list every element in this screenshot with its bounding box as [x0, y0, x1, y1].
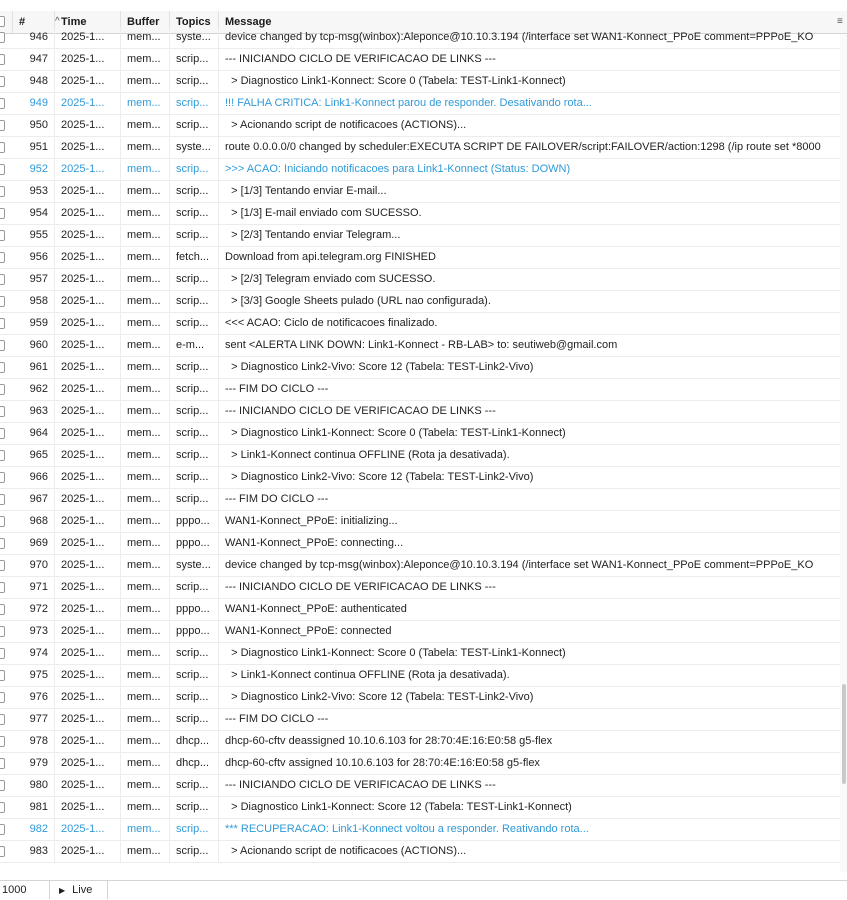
- table-row[interactable]: [0, 731, 847, 753]
- row-topics: scrip...: [170, 643, 219, 664]
- row-time: 2025-1...: [55, 731, 121, 752]
- row-buffer: mem...: [121, 49, 170, 70]
- row-checkbox[interactable]: [0, 32, 5, 43]
- row-topics: scrip...: [170, 665, 219, 686]
- row-number: 980: [13, 775, 55, 796]
- table-row[interactable]: [0, 423, 847, 445]
- row-checkbox[interactable]: [0, 208, 5, 219]
- row-time: 2025-1...: [55, 247, 121, 268]
- row-buffer: mem...: [121, 357, 170, 378]
- table-row[interactable]: [0, 379, 847, 401]
- row-number: 977: [13, 709, 55, 730]
- row-topics: scrip...: [170, 71, 219, 92]
- row-checkbox[interactable]: [0, 76, 5, 87]
- row-checkbox[interactable]: [0, 142, 5, 153]
- row-time: 2025-1...: [55, 775, 121, 796]
- table-row[interactable]: [0, 511, 847, 533]
- row-time: 2025-1...: [55, 489, 121, 510]
- table-row[interactable]: [0, 71, 847, 93]
- row-topics: pppo...: [170, 599, 219, 620]
- row-time: 2025-1...: [55, 269, 121, 290]
- row-topics: scrip...: [170, 467, 219, 488]
- row-message: > Diagnostico Link2-Vivo: Score 12 (Tabela: TEST-Link2-Vivo): [225, 691, 534, 703]
- row-buffer: mem...: [121, 445, 170, 466]
- row-checkbox[interactable]: [0, 582, 5, 593]
- row-topics: scrip...: [170, 291, 219, 312]
- row-time: 2025-1...: [55, 753, 121, 774]
- row-topics: syste...: [170, 137, 219, 158]
- column-header-topics[interactable]: Topics: [170, 11, 219, 33]
- row-time: 2025-1...: [55, 709, 121, 730]
- row-number: 951: [13, 137, 55, 158]
- row-buffer: mem...: [121, 313, 170, 334]
- row-time: 2025-1...: [55, 27, 121, 48]
- row-number: 956: [13, 247, 55, 268]
- table-row[interactable]: [0, 555, 847, 577]
- row-message: WAN1-Konnect_PPoE: connected: [225, 625, 392, 637]
- row-buffer: mem...: [121, 819, 170, 840]
- row-buffer: mem...: [121, 247, 170, 268]
- row-number: 974: [13, 643, 55, 664]
- column-header-buffer[interactable]: Buffer: [121, 11, 170, 33]
- row-message: >>> ACAO: Iniciando notificacoes para Link1-Konnect (Status: DOWN): [225, 163, 571, 175]
- row-message: > Diagnostico Link1-Konnect: Score 0 (Tabela: TEST-Link1-Konnect): [225, 427, 566, 439]
- row-buffer: mem...: [121, 93, 170, 114]
- table-row[interactable]: [0, 753, 847, 775]
- row-message: > Diagnostico Link1-Konnect: Score 12 (Tabela: TEST-Link1-Konnect): [225, 801, 572, 813]
- row-topics: scrip...: [170, 181, 219, 202]
- table-row[interactable]: [0, 819, 847, 841]
- row-time: 2025-1...: [55, 291, 121, 312]
- row-number: 960: [13, 335, 55, 356]
- row-buffer: mem...: [121, 423, 170, 444]
- row-topics: scrip...: [170, 49, 219, 70]
- row-number: 972: [13, 599, 55, 620]
- row-buffer: mem...: [121, 709, 170, 730]
- table-row[interactable]: [0, 203, 847, 225]
- row-number: 969: [13, 533, 55, 554]
- row-topics: scrip...: [170, 445, 219, 466]
- row-message: WAN1-Konnect_PPoE: connecting...: [225, 537, 404, 549]
- row-message: > Diagnostico Link2-Vivo: Score 12 (Tabela: TEST-Link2-Vivo): [225, 361, 534, 373]
- table-row[interactable]: [0, 269, 847, 291]
- row-message: route 0.0.0.0/0 changed by scheduler:EXECUTA SCRIPT DE FAILOVER/script:FAILOVER/action:1298 (/ip route set *8000: [225, 141, 821, 153]
- row-number: 955: [13, 225, 55, 246]
- table-row[interactable]: [0, 291, 847, 313]
- table-row[interactable]: [0, 445, 847, 467]
- row-time: 2025-1...: [55, 115, 121, 136]
- row-time: 2025-1...: [55, 71, 121, 92]
- row-checkbox[interactable]: [0, 780, 5, 791]
- row-message: > Acionando script de notificacoes (ACTIONS)...: [225, 845, 467, 857]
- row-buffer: mem...: [121, 137, 170, 158]
- row-checkbox[interactable]: [0, 494, 5, 505]
- row-message: device changed by tcp-msg(winbox):Aleponce@10.10.3.194 (/interface set WAN1-Konnect_PPoE comment=PPPoE_KO: [225, 559, 814, 571]
- row-message: <<< ACAO: Ciclo de notificacoes finalizado.: [225, 317, 438, 329]
- row-checkbox[interactable]: [0, 714, 5, 725]
- row-checkbox[interactable]: [0, 604, 5, 615]
- row-buffer: mem...: [121, 203, 170, 224]
- row-message: --- FIM DO CICLO ---: [225, 493, 329, 505]
- table-row[interactable]: [0, 247, 847, 269]
- row-checkbox[interactable]: [0, 186, 5, 197]
- row-buffer: mem...: [121, 731, 170, 752]
- row-checkbox[interactable]: [0, 340, 5, 351]
- row-message: *** RECUPERACAO: Link1-Konnect voltou a responder. Reativando rota...: [225, 823, 589, 835]
- row-buffer: mem...: [121, 555, 170, 576]
- row-message: --- INICIANDO CICLO DE VERIFICACAO DE LINKS ---: [225, 53, 496, 65]
- row-checkbox[interactable]: [0, 274, 5, 285]
- vertical-scrollbar[interactable]: [840, 34, 847, 872]
- row-number: 966: [13, 467, 55, 488]
- row-time: 2025-1...: [55, 687, 121, 708]
- row-time: 2025-1...: [55, 577, 121, 598]
- row-number: 971: [13, 577, 55, 598]
- table-row[interactable]: [0, 159, 847, 181]
- row-time: 2025-1...: [55, 621, 121, 642]
- table-row[interactable]: [0, 775, 847, 797]
- row-time: 2025-1...: [55, 181, 121, 202]
- row-time: 2025-1...: [55, 379, 121, 400]
- row-message: --- INICIANDO CICLO DE VERIFICACAO DE LINKS ---: [225, 405, 496, 417]
- table-row[interactable]: [0, 93, 847, 115]
- row-checkbox[interactable]: [0, 538, 5, 549]
- row-topics: scrip...: [170, 115, 219, 136]
- row-checkbox[interactable]: [0, 802, 5, 813]
- table-row[interactable]: [0, 137, 847, 159]
- table-row[interactable]: [0, 27, 847, 49]
- row-message: sent <ALERTA LINK DOWN: Link1-Konnect - RB-LAB> to: seutiweb@gmail.com: [225, 339, 618, 351]
- row-number: 982: [13, 819, 55, 840]
- row-time: 2025-1...: [55, 665, 121, 686]
- table-row[interactable]: [0, 467, 847, 489]
- row-topics: e-m...: [170, 335, 219, 356]
- table-row[interactable]: [0, 533, 847, 555]
- row-number: 957: [13, 269, 55, 290]
- row-checkbox[interactable]: [0, 472, 5, 483]
- row-topics: scrip...: [170, 379, 219, 400]
- chevron-up-icon[interactable]: ^: [55, 16, 60, 27]
- row-message: > [1/3] E-mail enviado com SUCESSO.: [225, 207, 422, 219]
- row-checkbox[interactable]: [0, 670, 5, 681]
- table-row[interactable]: [0, 643, 847, 665]
- table-row[interactable]: [0, 357, 847, 379]
- row-message: > Link1-Konnect continua OFFLINE (Rota ja desativada).: [225, 669, 510, 681]
- row-number: 983: [13, 841, 55, 862]
- row-buffer: mem...: [121, 27, 170, 48]
- row-topics: syste...: [170, 555, 219, 576]
- row-message: dhcp-60-cftv deassigned 10.10.6.103 for 28:70:4E:16:E0:58 g5-flex: [225, 735, 553, 747]
- table-row[interactable]: [0, 225, 847, 247]
- row-buffer: mem...: [121, 511, 170, 532]
- row-topics: syste...: [170, 27, 219, 48]
- row-checkbox[interactable]: [0, 626, 5, 637]
- row-message: > Acionando script de notificacoes (ACTIONS)...: [225, 119, 467, 131]
- row-buffer: mem...: [121, 181, 170, 202]
- row-number: 968: [13, 511, 55, 532]
- table-row[interactable]: [0, 577, 847, 599]
- row-message: > Link1-Konnect continua OFFLINE (Rota ja desativada).: [225, 449, 510, 461]
- row-number: 962: [13, 379, 55, 400]
- row-number: 948: [13, 71, 55, 92]
- table-row[interactable]: [0, 489, 847, 511]
- row-buffer: mem...: [121, 533, 170, 554]
- row-topics: fetch...: [170, 247, 219, 268]
- row-buffer: mem...: [121, 335, 170, 356]
- row-time: 2025-1...: [55, 225, 121, 246]
- row-number: 978: [13, 731, 55, 752]
- row-buffer: mem...: [121, 775, 170, 796]
- row-topics: scrip...: [170, 687, 219, 708]
- row-checkbox[interactable]: [0, 406, 5, 417]
- row-time: 2025-1...: [55, 819, 121, 840]
- row-time: 2025-1...: [55, 643, 121, 664]
- row-checkbox[interactable]: [0, 450, 5, 461]
- table-row[interactable]: [0, 181, 847, 203]
- row-topics: scrip...: [170, 93, 219, 114]
- row-topics: pppo...: [170, 511, 219, 532]
- row-number: 954: [13, 203, 55, 224]
- row-message: > Diagnostico Link2-Vivo: Score 12 (Tabela: TEST-Link2-Vivo): [225, 471, 534, 483]
- row-buffer: mem...: [121, 687, 170, 708]
- row-message: Download from api.telegram.org FINISHED: [225, 251, 436, 263]
- row-checkbox[interactable]: [0, 296, 5, 307]
- row-checkbox[interactable]: [0, 230, 5, 241]
- row-checkbox[interactable]: [0, 516, 5, 527]
- row-buffer: mem...: [121, 159, 170, 180]
- row-buffer: mem...: [121, 225, 170, 246]
- row-message: !!! FALHA CRITICA: Link1-Konnect parou de responder. Desativando rota...: [225, 97, 592, 109]
- row-message: --- INICIANDO CICLO DE VERIFICACAO DE LINKS ---: [225, 581, 496, 593]
- row-buffer: mem...: [121, 797, 170, 818]
- table-row[interactable]: [0, 313, 847, 335]
- row-number: 959: [13, 313, 55, 334]
- row-checkbox[interactable]: [0, 384, 5, 395]
- row-number: 979: [13, 753, 55, 774]
- row-checkbox[interactable]: [0, 120, 5, 131]
- row-time: 2025-1...: [55, 533, 121, 554]
- row-topics: scrip...: [170, 819, 219, 840]
- row-message: > [1/3] Tentando enviar E-mail...: [225, 185, 387, 197]
- row-checkbox[interactable]: [0, 428, 5, 439]
- row-message: device changed by tcp-msg(winbox):Aleponce@10.10.3.194 (/interface set WAN1-Konnect_PPoE comment=PPPoE_KO: [225, 31, 814, 43]
- row-topics: scrip...: [170, 841, 219, 862]
- row-topics: scrip...: [170, 357, 219, 378]
- row-checkbox[interactable]: [0, 252, 5, 263]
- row-time: 2025-1...: [55, 357, 121, 378]
- row-message: dhcp-60-cftv assigned 10.10.6.103 for 28:70:4E:16:E0:58 g5-flex: [225, 757, 540, 769]
- row-topics: scrip...: [170, 709, 219, 730]
- row-checkbox[interactable]: [0, 758, 5, 769]
- row-time: 2025-1...: [55, 313, 121, 334]
- row-checkbox[interactable]: [0, 98, 5, 109]
- table-row[interactable]: [0, 335, 847, 357]
- row-buffer: mem...: [121, 291, 170, 312]
- row-message: --- INICIANDO CICLO DE VERIFICACAO DE LINKS ---: [225, 779, 496, 791]
- row-message: > [3/3] Google Sheets pulado (URL nao configurada).: [225, 295, 491, 307]
- row-number: 975: [13, 665, 55, 686]
- row-number: 949: [13, 93, 55, 114]
- table-row[interactable]: [0, 665, 847, 687]
- row-buffer: mem...: [121, 401, 170, 422]
- row-topics: scrip...: [170, 313, 219, 334]
- row-buffer: mem...: [121, 665, 170, 686]
- select-all-checkbox[interactable]: [0, 16, 5, 27]
- table-row[interactable]: [0, 115, 847, 137]
- row-message: > Diagnostico Link1-Konnect: Score 0 (Tabela: TEST-Link1-Konnect): [225, 75, 566, 87]
- row-time: 2025-1...: [55, 841, 121, 862]
- row-number: 963: [13, 401, 55, 422]
- row-buffer: mem...: [121, 379, 170, 400]
- table-row[interactable]: [0, 841, 847, 863]
- row-checkbox[interactable]: [0, 560, 5, 571]
- table-row[interactable]: [0, 709, 847, 731]
- row-buffer: mem...: [121, 489, 170, 510]
- row-number: 965: [13, 445, 55, 466]
- row-number: 952: [13, 159, 55, 180]
- bottom-toolbar: [0, 880, 847, 899]
- scrollbar-thumb[interactable]: [842, 684, 846, 784]
- row-topics: scrip...: [170, 203, 219, 224]
- row-time: 2025-1...: [55, 49, 121, 70]
- row-topics: scrip...: [170, 225, 219, 246]
- row-buffer: mem...: [121, 841, 170, 862]
- table-row[interactable]: [0, 49, 847, 71]
- table-row[interactable]: [0, 687, 847, 709]
- row-checkbox[interactable]: [0, 164, 5, 175]
- log-table-body[interactable]: [0, 31, 847, 872]
- row-number: 947: [13, 49, 55, 70]
- row-count: 1000: [0, 881, 50, 899]
- table-row[interactable]: [0, 401, 847, 423]
- row-topics: scrip...: [170, 423, 219, 444]
- row-time: 2025-1...: [55, 445, 121, 466]
- row-time: 2025-1...: [55, 599, 121, 620]
- row-buffer: mem...: [121, 643, 170, 664]
- row-number: 946: [13, 27, 55, 48]
- row-message: WAN1-Konnect_PPoE: initializing...: [225, 515, 398, 527]
- row-time: 2025-1...: [55, 335, 121, 356]
- row-time: 2025-1...: [55, 401, 121, 422]
- live-button[interactable]: [52, 881, 108, 899]
- row-number: 961: [13, 357, 55, 378]
- row-topics: scrip...: [170, 269, 219, 290]
- row-number: 970: [13, 555, 55, 576]
- row-checkbox[interactable]: [0, 736, 5, 747]
- row-topics: pppo...: [170, 533, 219, 554]
- row-checkbox[interactable]: [0, 846, 5, 857]
- row-checkbox[interactable]: [0, 692, 5, 703]
- row-checkbox[interactable]: [0, 362, 5, 373]
- row-buffer: mem...: [121, 115, 170, 136]
- row-message: --- FIM DO CICLO ---: [225, 383, 329, 395]
- row-topics: scrip...: [170, 159, 219, 180]
- table-row[interactable]: [0, 599, 847, 621]
- row-time: 2025-1...: [55, 423, 121, 444]
- row-topics: dhcp...: [170, 731, 219, 752]
- row-checkbox[interactable]: [0, 648, 5, 659]
- row-buffer: mem...: [121, 467, 170, 488]
- table-row[interactable]: [0, 621, 847, 643]
- row-time: 2025-1...: [55, 93, 121, 114]
- menu-icon[interactable]: ≡: [837, 16, 843, 27]
- row-topics: scrip...: [170, 577, 219, 598]
- row-buffer: mem...: [121, 71, 170, 92]
- row-checkbox[interactable]: [0, 318, 5, 329]
- row-time: 2025-1...: [55, 555, 121, 576]
- table-row[interactable]: [0, 797, 847, 819]
- row-buffer: mem...: [121, 599, 170, 620]
- row-topics: scrip...: [170, 775, 219, 796]
- column-number-label: #: [19, 16, 26, 28]
- row-time: 2025-1...: [55, 797, 121, 818]
- row-buffer: mem...: [121, 621, 170, 642]
- column-header-time[interactable]: Time: [55, 11, 121, 33]
- row-message: WAN1-Konnect_PPoE: authenticated: [225, 603, 407, 615]
- column-message-label: Message: [225, 16, 272, 28]
- row-number: 953: [13, 181, 55, 202]
- row-topics: scrip...: [170, 489, 219, 510]
- row-time: 2025-1...: [55, 203, 121, 224]
- row-number: 973: [13, 621, 55, 642]
- row-message: > Diagnostico Link1-Konnect: Score 0 (Tabela: TEST-Link1-Konnect): [225, 647, 566, 659]
- row-time: 2025-1...: [55, 511, 121, 532]
- row-number: 976: [13, 687, 55, 708]
- row-number: 964: [13, 423, 55, 444]
- row-checkbox[interactable]: [0, 824, 5, 835]
- row-message: > [2/3] Tentando enviar Telegram...: [225, 229, 401, 241]
- row-checkbox[interactable]: [0, 54, 5, 65]
- row-time: 2025-1...: [55, 159, 121, 180]
- row-topics: dhcp...: [170, 753, 219, 774]
- row-topics: scrip...: [170, 401, 219, 422]
- row-topics: pppo...: [170, 621, 219, 642]
- row-time: 2025-1...: [55, 467, 121, 488]
- row-time: 2025-1...: [55, 137, 121, 158]
- row-number: 950: [13, 115, 55, 136]
- row-message: > [2/3] Telegram enviado com SUCESSO.: [225, 273, 436, 285]
- row-number: 958: [13, 291, 55, 312]
- row-buffer: mem...: [121, 269, 170, 290]
- row-message: --- FIM DO CICLO ---: [225, 713, 329, 725]
- row-buffer: mem...: [121, 577, 170, 598]
- play-icon: ▶: [59, 886, 66, 895]
- row-topics: scrip...: [170, 797, 219, 818]
- row-number: 967: [13, 489, 55, 510]
- row-number: 981: [13, 797, 55, 818]
- live-label: Live: [72, 884, 93, 896]
- row-buffer: mem...: [121, 753, 170, 774]
